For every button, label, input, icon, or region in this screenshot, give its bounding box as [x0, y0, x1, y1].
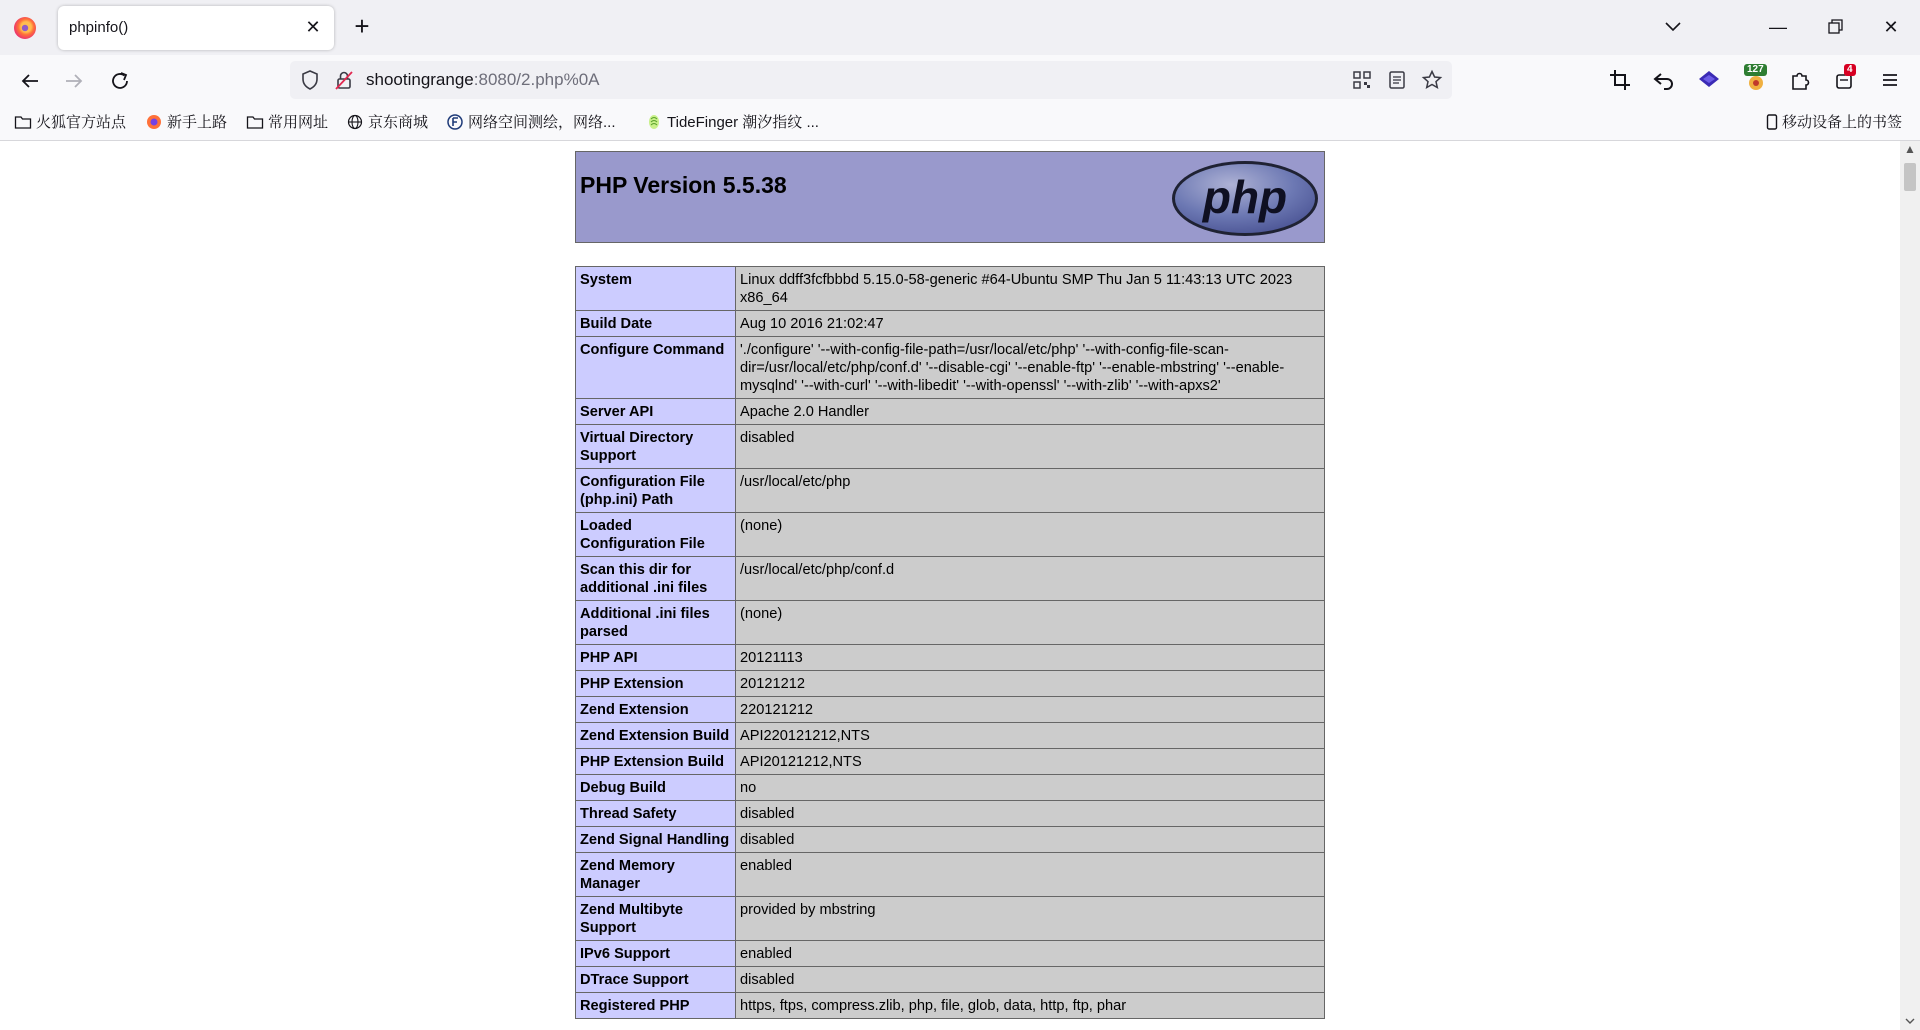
row-value: 20121212 [736, 671, 1325, 697]
table-row [576, 993, 1325, 1019]
row-key: Additional .ini files parsed [576, 601, 736, 645]
scroll-down-icon[interactable] [1904, 1015, 1916, 1027]
row-key: DTrace Support [576, 967, 736, 993]
table-row [576, 425, 1325, 469]
row-value: no [736, 775, 1325, 801]
table-row [576, 897, 1325, 941]
address-bar[interactable] [290, 61, 1452, 99]
row-key: Scan this dir for additional .ini files [576, 557, 736, 601]
table-row [576, 645, 1325, 671]
row-value: Apache 2.0 Handler [736, 399, 1325, 425]
table-row [576, 749, 1325, 775]
table-row [576, 671, 1325, 697]
bookmark-firefox-official[interactable]: 火狐官方站点 [14, 113, 126, 133]
table-row [576, 853, 1325, 897]
menu-hamburger-icon[interactable] [1876, 66, 1904, 94]
table-row [576, 469, 1325, 513]
ad-block-extension-icon[interactable] [1742, 66, 1770, 94]
vertical-scrollbar[interactable] [1900, 141, 1920, 1030]
row-key: Loaded Configuration File [576, 513, 736, 557]
tab-phpinfo[interactable] [58, 6, 334, 50]
tab-close-icon[interactable]: ✕ [305, 17, 321, 37]
php-version-header [575, 151, 1325, 243]
firefox-icon[interactable] [14, 17, 36, 39]
bookmark-folder-common-sites[interactable]: 常用网址 [246, 113, 328, 133]
row-value: disabled [736, 967, 1325, 993]
row-key: Registered PHP [576, 993, 736, 1019]
tide-icon [645, 114, 663, 130]
folder-icon [14, 114, 32, 130]
bookmark-star-icon[interactable] [1420, 68, 1444, 92]
row-value: (none) [736, 601, 1325, 645]
row-key: IPv6 Support [576, 941, 736, 967]
row-key: Server API [576, 399, 736, 425]
row-value: disabled [736, 425, 1325, 469]
row-key: System [576, 267, 736, 311]
table-row [576, 267, 1325, 311]
row-key: Virtual Directory Support [576, 425, 736, 469]
minimize-icon[interactable]: — [1769, 17, 1787, 37]
row-value: provided by mbstring [736, 897, 1325, 941]
close-window-icon[interactable]: ✕ [1883, 17, 1899, 37]
php-logo-text: php [1202, 171, 1288, 223]
folder-icon [246, 114, 264, 130]
table-row [576, 601, 1325, 645]
row-key: Zend Extension [576, 697, 736, 723]
tab-strip [0, 0, 1920, 55]
row-value: 220121212 [736, 697, 1325, 723]
table-row [576, 775, 1325, 801]
row-key: Zend Memory Manager [576, 853, 736, 897]
row-key: Configuration File (php.ini) Path [576, 469, 736, 513]
forward-icon[interactable] [60, 67, 88, 95]
php-info-table [575, 266, 1325, 1019]
php-logo [1171, 160, 1319, 237]
row-key: Configure Command [576, 337, 736, 399]
table-row [576, 827, 1325, 853]
row-value: (none) [736, 513, 1325, 557]
notification-extension-icon[interactable] [1830, 66, 1858, 94]
row-value: disabled [736, 801, 1325, 827]
row-key: PHP Extension [576, 671, 736, 697]
table-row [576, 941, 1325, 967]
phpinfo-page [575, 151, 1325, 1019]
screenshot-crop-icon[interactable] [1606, 66, 1634, 94]
fofa-icon [446, 114, 464, 130]
row-value: API20121212,NTS [736, 749, 1325, 775]
url-text[interactable]: shootingrange:8080/2.php%0A [366, 70, 600, 89]
bookmark-tidefinger[interactable]: TideFinger 潮汐指纹 ... [645, 113, 819, 133]
scrollbar-thumb[interactable] [1904, 163, 1916, 191]
row-key: PHP API [576, 645, 736, 671]
qr-code-icon[interactable] [1350, 68, 1374, 92]
table-row [576, 801, 1325, 827]
undo-arrow-icon[interactable] [1650, 66, 1678, 94]
row-value: disabled [736, 827, 1325, 853]
bookmarks-toolbar [0, 105, 1920, 141]
bookmark-getting-started[interactable]: 新手上路 [145, 113, 227, 133]
bookmark-fofa[interactable]: 网络空间测绘，网络... [446, 113, 616, 133]
back-icon[interactable] [16, 67, 44, 95]
table-row [576, 557, 1325, 601]
bookmark-jd[interactable]: 京东商城 [346, 113, 428, 133]
new-tab-icon[interactable]: + [354, 11, 370, 41]
page-viewport [0, 141, 1900, 1030]
row-key: Thread Safety [576, 801, 736, 827]
row-key: Zend Extension Build [576, 723, 736, 749]
navigation-toolbar [0, 55, 1920, 105]
row-key: Build Date [576, 311, 736, 337]
table-row [576, 513, 1325, 557]
table-row [576, 697, 1325, 723]
row-value: enabled [736, 941, 1325, 967]
row-value: /usr/local/etc/php/conf.d [736, 557, 1325, 601]
table-row [576, 967, 1325, 993]
table-row [576, 399, 1325, 425]
row-key: Debug Build [576, 775, 736, 801]
row-key: Zend Signal Handling [576, 827, 736, 853]
php-version-title: PHP Version 5.5.38 [580, 172, 787, 198]
row-value: https, ftps, compress.zlib, php, file, glob, data, http, ftp, phar [736, 993, 1325, 1019]
table-row [576, 337, 1325, 399]
row-key: PHP Extension Build [576, 749, 736, 775]
restore-icon[interactable] [1820, 12, 1850, 42]
row-value: enabled [736, 853, 1325, 897]
table-row [576, 723, 1325, 749]
tab-title: phpinfo() [69, 19, 129, 36]
extension-count-badge: 127 [1744, 64, 1767, 76]
reload-icon[interactable] [106, 67, 134, 95]
row-value: /usr/local/etc/php [736, 469, 1325, 513]
list-all-tabs-icon[interactable] [1660, 14, 1686, 40]
mobile-device-icon [1766, 114, 1778, 130]
insecure-lock-icon[interactable] [332, 68, 356, 92]
bookmark-mobile[interactable]: 移动设备上的书签 [1766, 113, 1902, 133]
reader-view-icon[interactable] [1385, 68, 1409, 92]
table-row [576, 311, 1325, 337]
row-value: Linux ddff3fcfbbbd 5.15.0-58-generic #64-Ubuntu SMP Thu Jan 5 11:43:13 UTC 2023 x86_64 [736, 267, 1325, 311]
tracking-protection-shield-icon[interactable] [298, 68, 322, 92]
notification-count-badge: 4 [1844, 64, 1856, 76]
scroll-up-icon[interactable]: ▲ [1904, 142, 1916, 156]
extensions-puzzle-icon[interactable] [1786, 66, 1814, 94]
globe-icon [346, 114, 364, 130]
row-value: Aug 10 2016 21:02:47 [736, 311, 1325, 337]
row-value: 20121113 [736, 645, 1325, 671]
row-key: Zend Multibyte Support [576, 897, 736, 941]
row-value: './configure' '--with-config-file-path=/usr/local/etc/php' '--with-config-file-scan-dir=/usr/local/etc/php/conf.d' '--disable-cgi' '--enable-ftp' '--enable-mbstring' '--enable-mysqlnd' '--with-curl' '--with-libedit' '--with-openssl' '--with-zlib' '--with-apxs2' [736, 337, 1325, 399]
row-value: API220121212,NTS [736, 723, 1325, 749]
layers-extension-icon[interactable] [1695, 66, 1723, 94]
firefox-icon [145, 114, 163, 130]
